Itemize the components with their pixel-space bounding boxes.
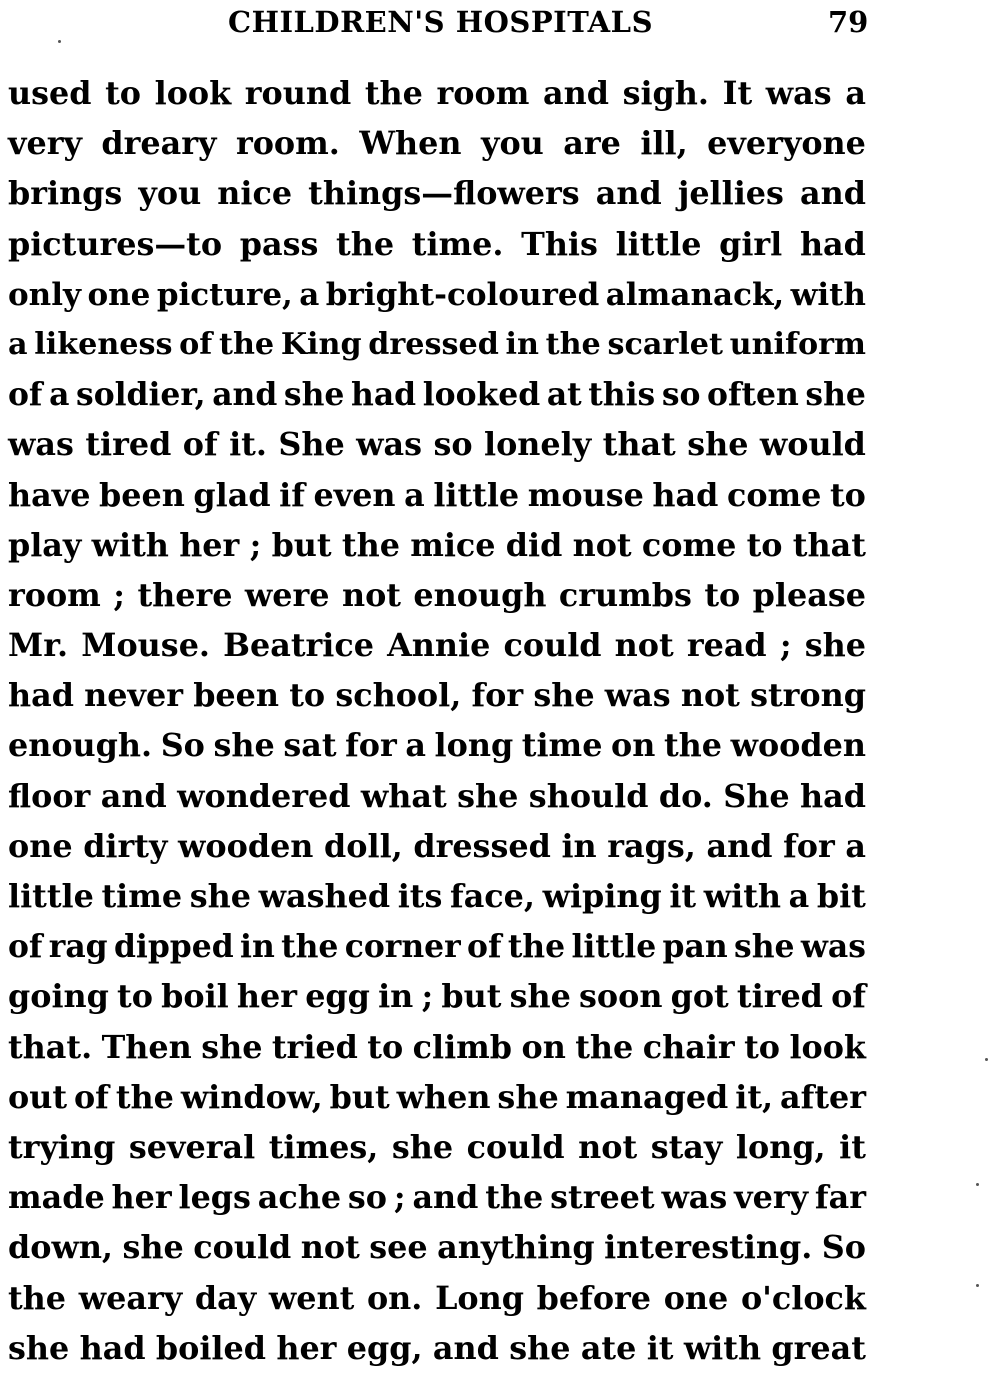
text-line: made her legs ache so ; and the street was very far: [8, 1179, 866, 1217]
text-line: room ; there were not enough crumbs to please: [8, 576, 866, 614]
text-line: a likeness of the King dressed in the scarlet uniform: [8, 326, 866, 362]
body-text: [8, 69, 866, 1374]
text-line: she had boiled her egg, and she ate it with great: [8, 1329, 866, 1367]
scan-speck: [58, 40, 61, 43]
text-line: down, she could not see anything interesting. So: [8, 1229, 866, 1267]
scan-speck: [976, 1183, 979, 1186]
text-line: Mr. Mouse. Beatrice Annie could not read ; she: [8, 627, 866, 665]
text-line: pictures—to pass the time. This little girl had: [8, 225, 866, 263]
text-line: of a soldier, and she had looked at this so often she: [8, 377, 866, 414]
page-number: 79: [828, 5, 869, 39]
running-title: CHILDREN'S HOSPITALS: [228, 5, 654, 39]
text-line: had never been to school, for she was not strong: [8, 677, 866, 715]
text-line: brings you nice things—flowers and jellies and: [8, 175, 866, 213]
text-line: going to boil her egg in ; but she soon got tired of: [8, 978, 866, 1016]
text-line: was tired of it. She was so lonely that she would: [8, 426, 866, 464]
text-line: one dirty wooden doll, dressed in rags, and for a: [8, 827, 866, 865]
scan-speck: [985, 1058, 988, 1061]
text-line: trying several times, she could not stay long, it: [8, 1128, 866, 1166]
text-line: the weary day went on. Long before one o'clock: [8, 1279, 866, 1317]
text-line: little time she washed its face, wiping it with a bit: [8, 878, 866, 915]
text-line: have been glad if even a little mouse had come to: [8, 476, 866, 514]
text-line: out of the window, but when she managed it, after: [8, 1078, 866, 1116]
text-line: play with her ; but the mice did not come to that: [8, 526, 866, 564]
text-line: very dreary room. When you are ill, everyone: [8, 125, 866, 163]
text-line: floor and wondered what she should do. She had: [8, 777, 866, 815]
running-head: [0, 2, 1000, 46]
scan-speck: [976, 1284, 979, 1287]
text-line: only one picture, a bright-coloured almanack, with: [8, 276, 866, 313]
text-line: used to look round the room and sigh. It was a: [8, 75, 866, 112]
text-line: of rag dipped in the corner of the little pan she was: [8, 929, 866, 966]
text-line: enough. So she sat for a long time on the wooden: [8, 727, 866, 765]
text-line: that. Then she tried to climb on the chair to look: [8, 1028, 866, 1066]
